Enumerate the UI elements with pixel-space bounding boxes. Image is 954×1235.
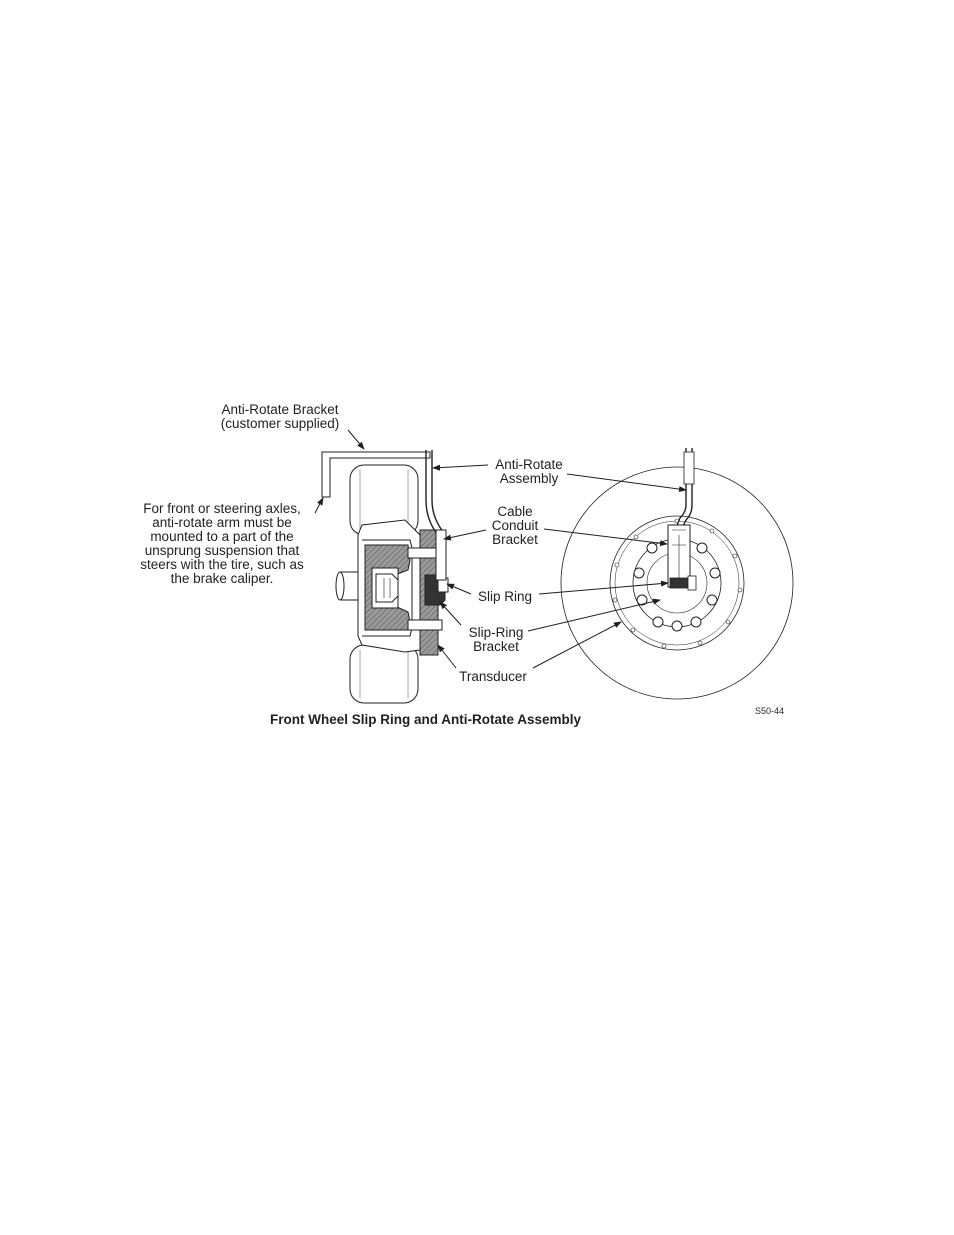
label-anti-rotate-bracket: Anti-Rotate Bracket (customer supplied) <box>220 402 340 431</box>
label-slip-ring-bracket: Slip-Ring Bracket <box>468 625 524 654</box>
side-view <box>322 450 448 703</box>
label-transducer: Transducer <box>459 669 527 684</box>
label-cable-conduit-bracket: Cable Conduit Bracket <box>491 504 539 547</box>
label-slip-ring: Slip Ring <box>477 589 533 604</box>
front-view <box>561 448 793 699</box>
label-anti-rotate-assembly: Anti-Rotate Assembly <box>495 457 563 486</box>
figure-caption: Front Wheel Slip Ring and Anti-Rotate Assembly <box>270 712 582 727</box>
label-installation-note: For front or steering axles, anti-rotate arm must be mounted to a part of the unsprung suspension that steers with the tire, such as the brake caliper. <box>140 501 304 586</box>
figure-id: S50-44 <box>755 706 785 716</box>
